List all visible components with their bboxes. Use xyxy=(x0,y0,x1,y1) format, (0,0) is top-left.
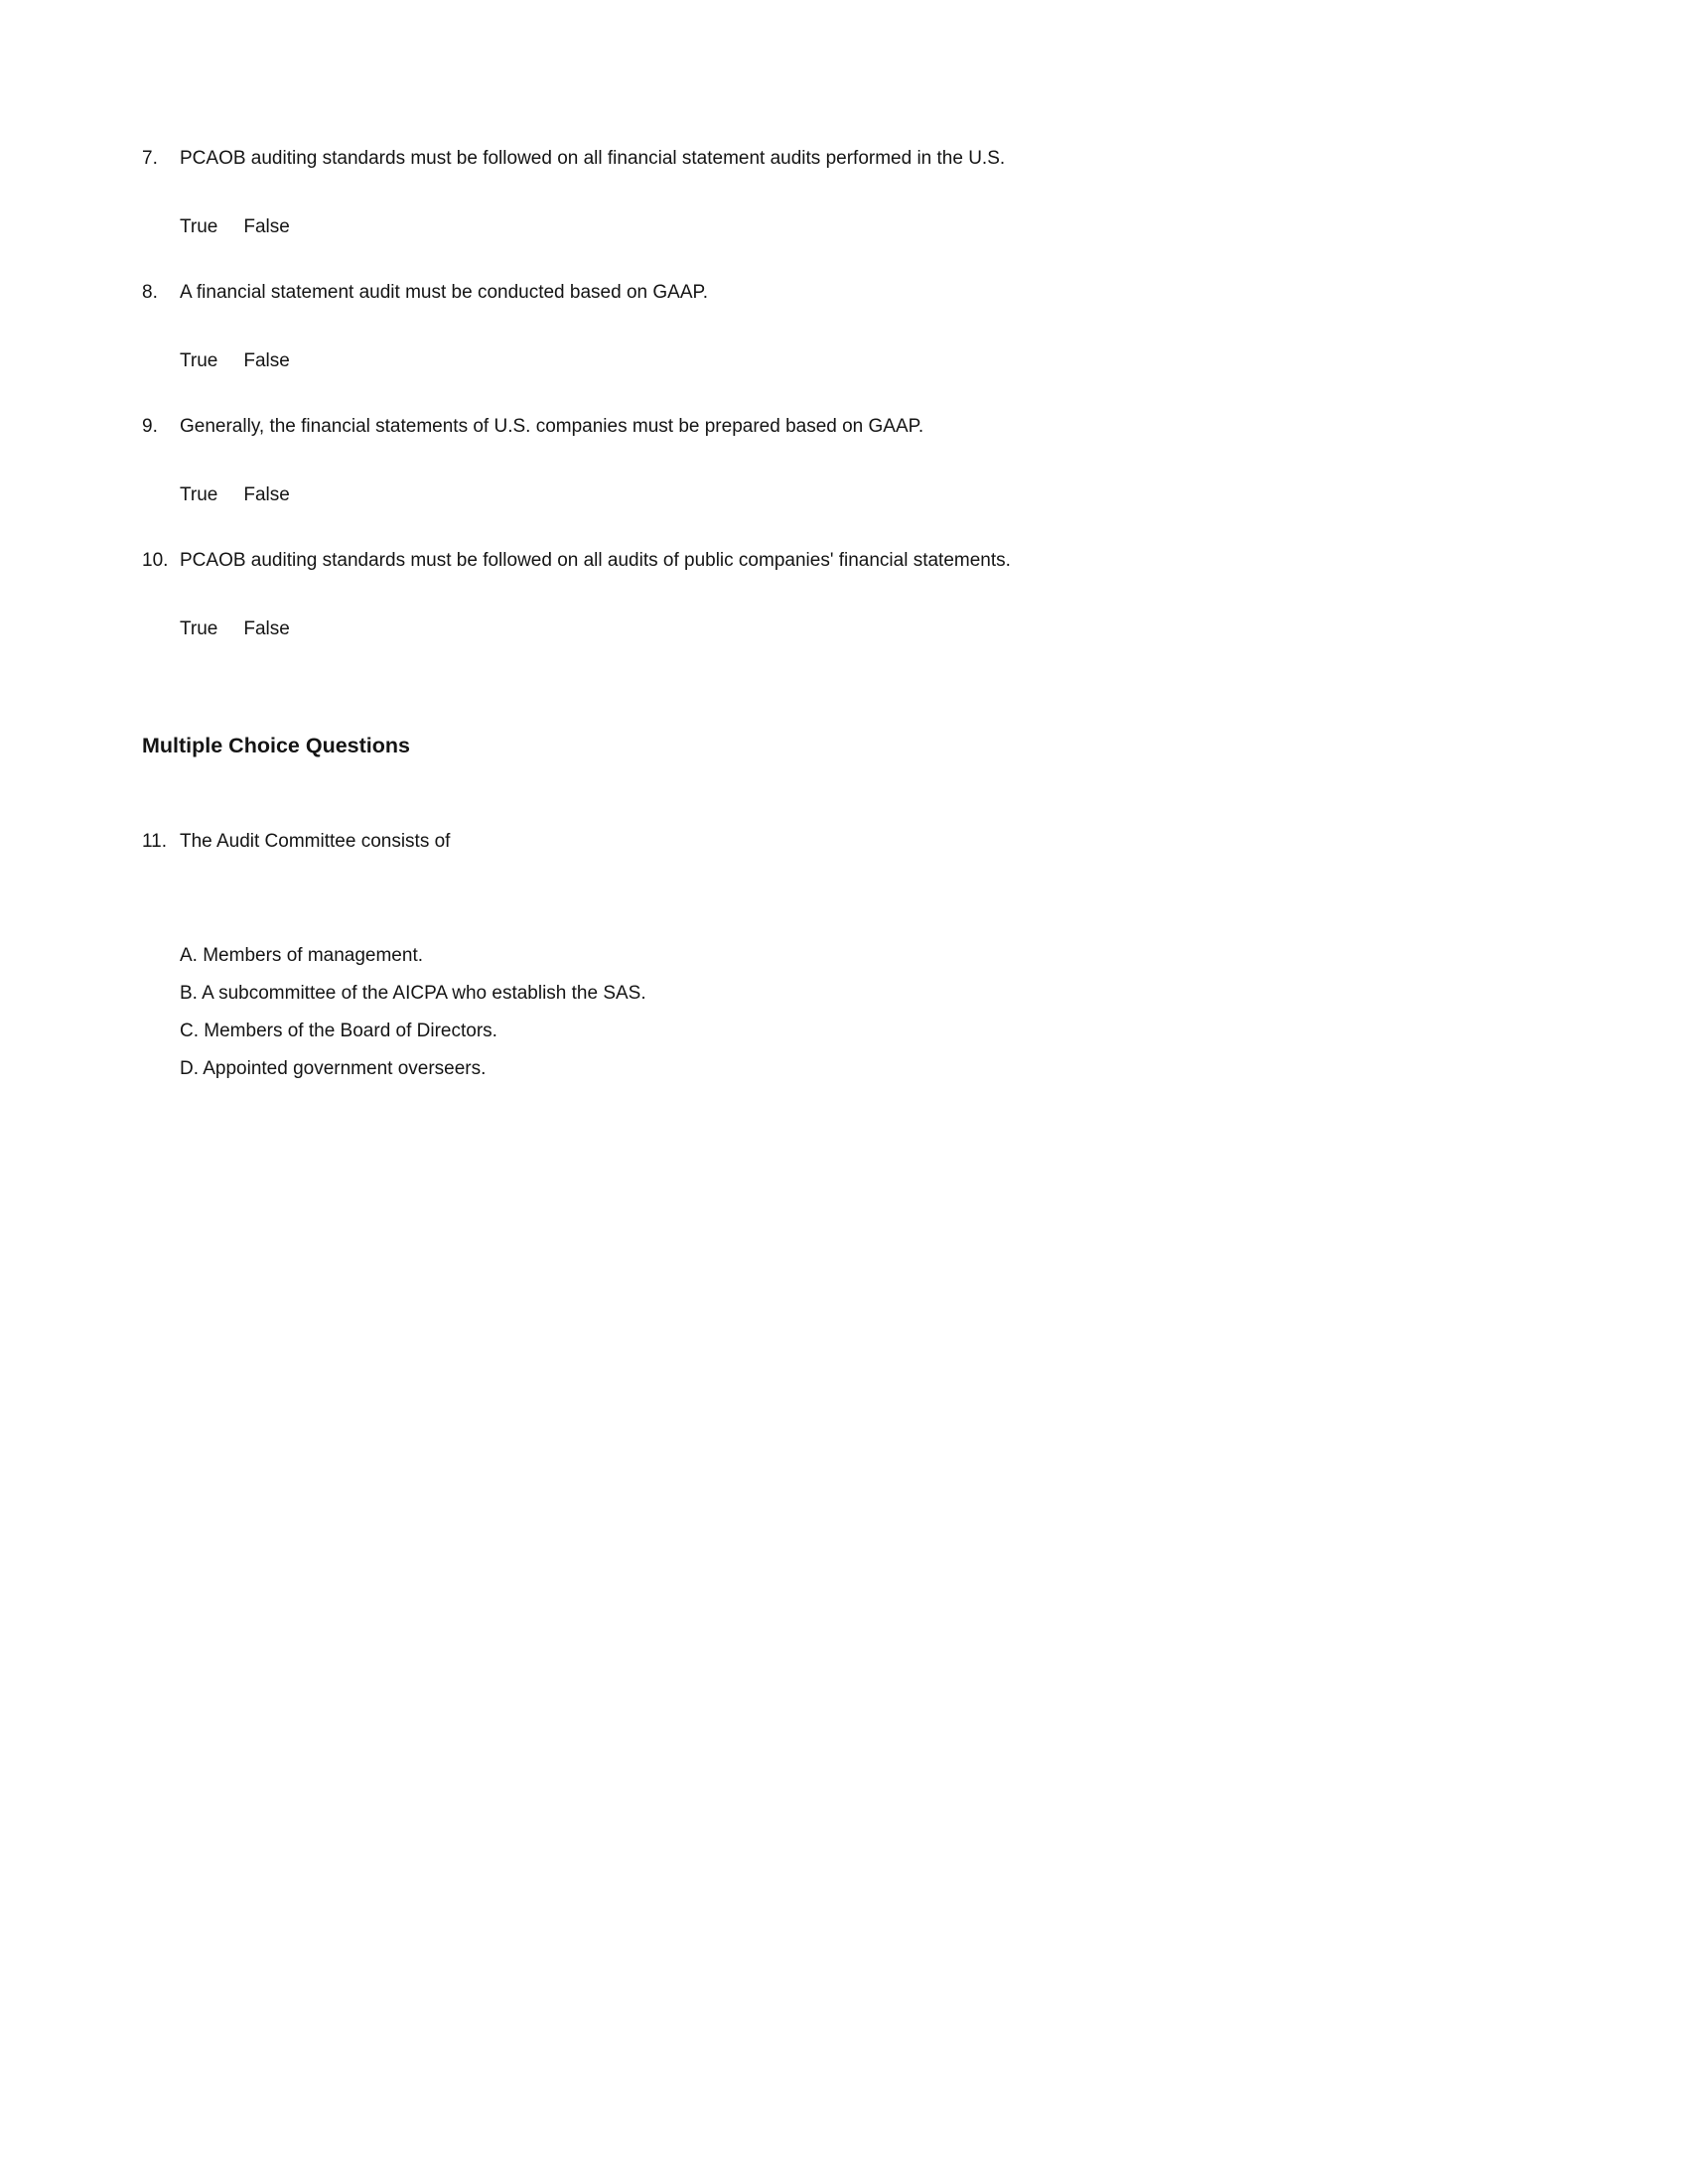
question-number: 9. xyxy=(142,416,158,437)
tf-question-10 xyxy=(142,549,1569,641)
true-label: True xyxy=(180,618,218,639)
question-number: 10. xyxy=(142,550,169,571)
tf-question-7 xyxy=(142,147,1569,239)
true-false-options xyxy=(180,483,1569,507)
true-label: True xyxy=(180,216,218,237)
false-label: False xyxy=(243,618,290,639)
option-a: A. Members of management. xyxy=(180,945,423,966)
option-b: B. A subcommittee of the AICPA who establish the SAS. xyxy=(180,983,646,1004)
true-label: True xyxy=(180,484,218,505)
false-label: False xyxy=(243,484,290,505)
false-label: False xyxy=(243,216,290,237)
question-text: A financial statement audit must be conducted based on GAAP. xyxy=(180,282,708,303)
question-text: Generally, the financial statements of U.S. companies must be prepared based on GAAP. xyxy=(180,416,924,437)
section-heading: Multiple Choice Questions xyxy=(142,734,410,757)
question-text: The Audit Committee consists of xyxy=(180,831,451,852)
answer-options xyxy=(180,937,1569,1088)
question-text: PCAOB auditing standards must be followed on all financial statement audits performed in the U.S. xyxy=(180,148,1006,169)
true-false-options xyxy=(180,617,1569,641)
question-text: PCAOB auditing standards must be followed on all audits of public companies' financial statements. xyxy=(180,550,1011,571)
question-number: 7. xyxy=(142,148,158,169)
true-label: True xyxy=(180,350,218,371)
tf-question-8 xyxy=(142,281,1569,373)
false-label: False xyxy=(243,350,290,371)
mc-question-11 xyxy=(142,830,1569,1088)
true-false-options xyxy=(180,349,1569,373)
true-false-options xyxy=(180,215,1569,239)
question-number: 11. xyxy=(142,831,168,852)
question-number: 8. xyxy=(142,282,158,303)
option-c: C. Members of the Board of Directors. xyxy=(180,1021,497,1041)
document-page xyxy=(0,0,1688,1088)
option-d: D. Appointed government overseers. xyxy=(180,1058,487,1079)
tf-question-9 xyxy=(142,415,1569,507)
